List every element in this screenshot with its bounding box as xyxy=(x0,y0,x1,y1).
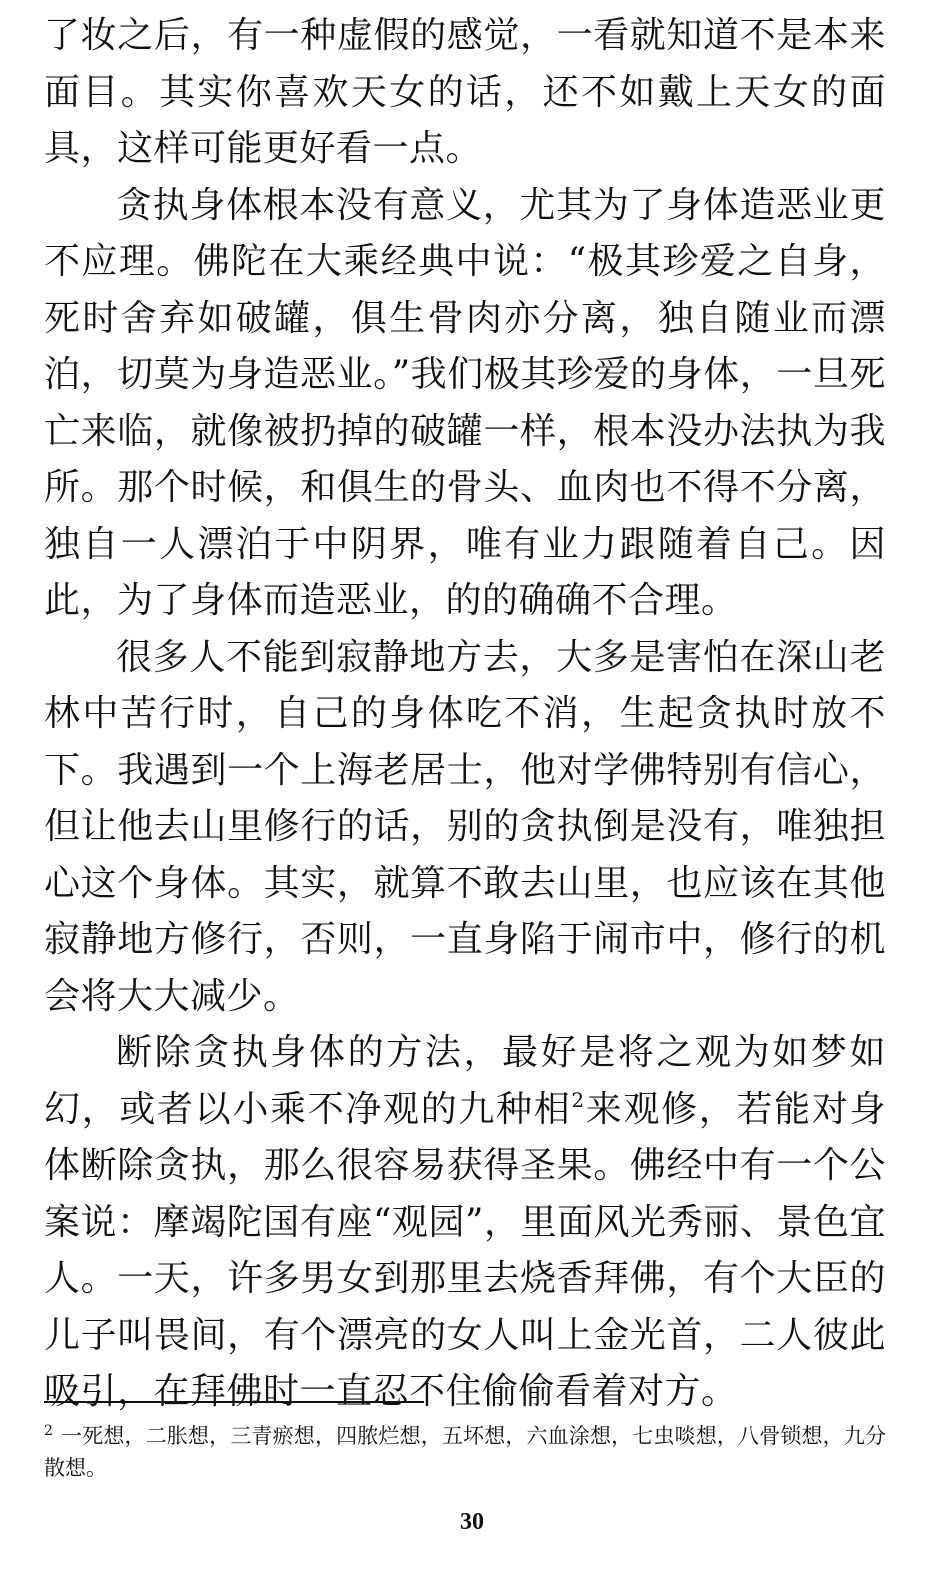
footnote-divider xyxy=(44,1401,424,1403)
footnote-text: 一死想，二胀想，三青瘀想，四脓烂想，五坏想，六血涂想，七虫啖想，八骨锁想，九分散想。 xyxy=(44,1424,886,1480)
page-number: 30 xyxy=(460,1509,484,1535)
body-text xyxy=(44,8,886,1421)
footnote-reference[interactable]: 2 xyxy=(571,1087,585,1112)
paragraph-text-before: 断除贪执身体的方法，最好是将之观为如梦如幻，或者以小乘不净观的九种相 xyxy=(44,1032,886,1130)
footnote xyxy=(44,1420,886,1484)
paragraph: 很多人不能到寂静地方去，大多是害怕在深山老林中苦行时，自己的身体吃不消，生起贪执时放不下。我遇到一个上海老居士，他对学佛特别有信心，但让他去山里修行的话，别的贪执倒是没有，唯独担心这个身体。其实，就算不敢去山里，也应该在其他寂静地方修行，否则，一直身陷于闹市中，修行的机会将大大减少。 xyxy=(44,636,886,1017)
paragraph-text-after: 来观修，若能对身体断除贪执，那么很容易获得圣果。佛经中有一个公案说：摩竭陀国有座“观园”，里面风光秀丽、景色宜人。一天，许多男女到那里去烧香拜佛，有个大臣的儿子叫畏间，有个漂亮的女人叫上金光首，二人彼此吸引，在拜佛时一直忍不住偷偷看着对方。 xyxy=(44,1088,886,1412)
paragraph: 贪执身体根本没有意义，尤其为了身体造恶业更不应理。佛陀在大乘经典中说：“极其珍爱之自身，死时舍弃如破罐，俱生骨肉亦分离，独自随业而漂泊，切莫为身造恶业。”我们极其珍爱的身体，一旦死亡来临，就像被扔掉的破罐一样，根本没办法执为我所。那个时候，和俱生的骨头、血肉也不得不分离，独自一人漂泊于中阴界，唯有业力跟随着自己。因此，为了身体而造恶业，的的确确不合理。 xyxy=(44,184,886,621)
footnote-mark: 2 xyxy=(44,1423,53,1439)
paragraph-with-footnote xyxy=(44,1025,886,1421)
paragraph-continued: 了妆之后，有一种虚假的感觉，一看就知道不是本来面目。其实你喜欢天女的话，还不如戴上天女的面具，这样可能更好看一点。 xyxy=(44,15,886,169)
